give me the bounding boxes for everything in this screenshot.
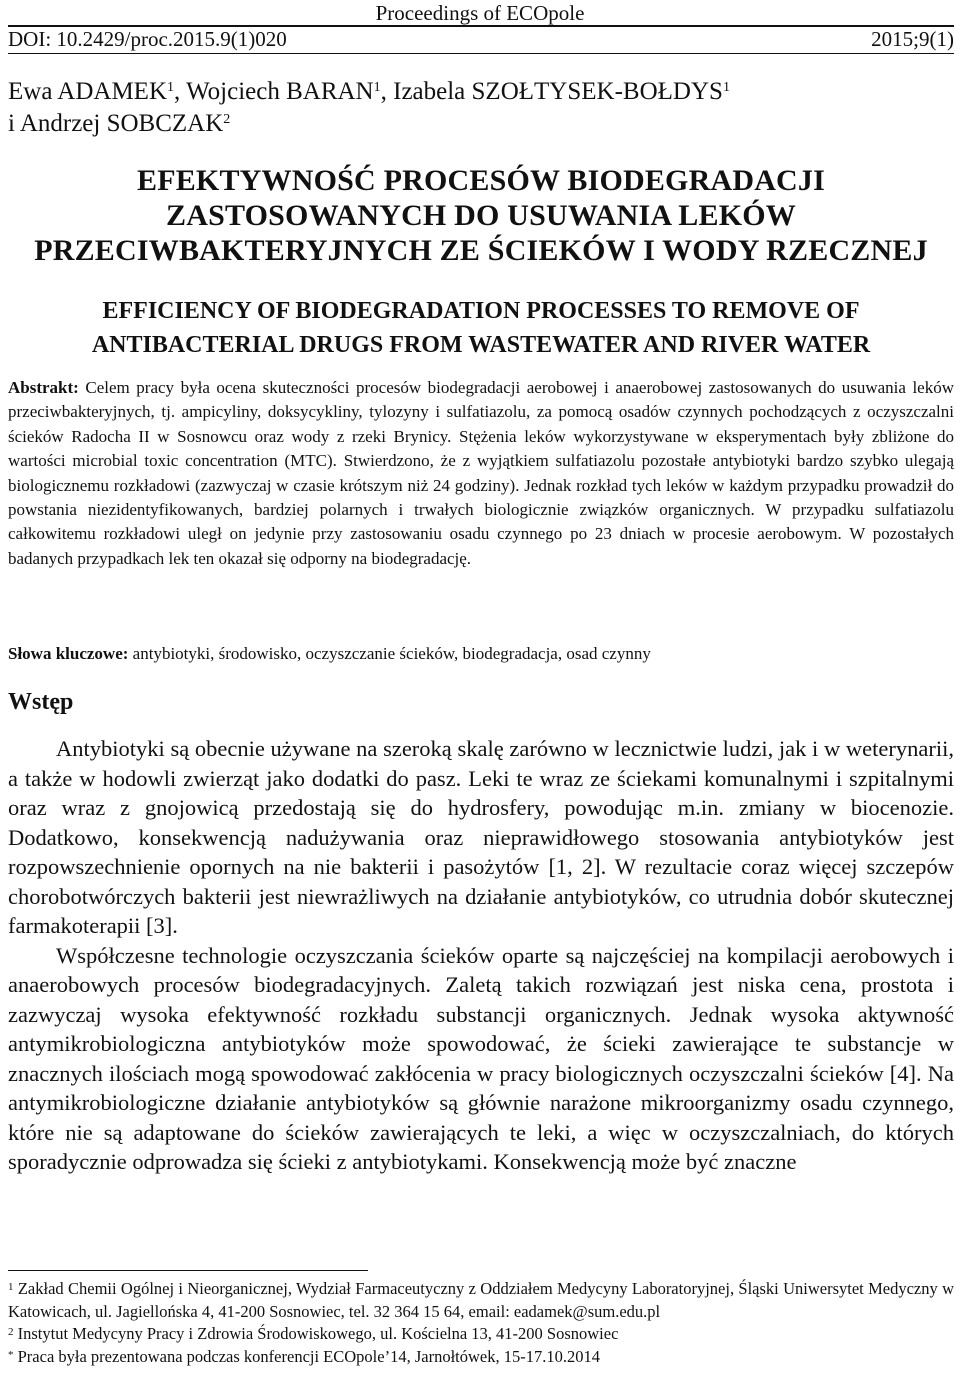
author: Ewa ADAMEK [8, 78, 168, 105]
keywords [8, 642, 954, 666]
keywords-label: Słowa kluczowe: [8, 644, 129, 663]
author: Wojciech BARAN [186, 78, 374, 105]
paragraph: Antybiotyki są obecnie używane na szeroką skalę zarówno w lecznictwie ludzi, jak i w weterynarii, a także w hodowli zwierząt jako dodatki do pasz. Leki te wraz ze ściekami komunalnymi i szpitalnymi oraz wraz z gnojowicą przedostają się do hydrosfery, powodując m.in. zmiany w biocenozie. Dodatkowo, konsekwencją nadużywania oraz nieprawidłowego stosowania antybiotyków jest rozpowszechnienie opornych na nie bakterii i pasożytów [1, 2]. W rezultacie coraz więcej szczepów chorobotwórczych bakterii jest niewrażliwych na działanie antybiotyków, co utrudnia dobór skutecznej farmakoterapii [3]. [8, 736, 954, 938]
footnote-text: Zakład Chemii Ogólnej i Nieorganicznej, Wydział Farmaceutyczny z Oddziałem Medycyny Laboratoryjnej, Śląski Uniwersytet Medyczny w Katowicach, ul. Jagiellońska 4, 41-200 Sosnowiec, tel. 32 364 15 64, email: eadamek@sum.edu.pl [8, 1279, 954, 1321]
author-line-1 [8, 76, 954, 108]
author-list [8, 76, 954, 140]
footnote-mark: 1 [8, 1281, 14, 1293]
section-heading: Wstęp [8, 689, 74, 715]
paragraph: Współczesne technologie oczyszczania ścieków oparte są najczęściej na kompilacji aerobowych i anaerobowych procesów biodegradacyjnych. Zaletą takich rozwiązań jest niska cena, prostota i zazwyczaj wysoka efektywność rozkładu substancji organicznych. Jednak wysoka aktywność antymikrobiologiczna antybiotyków może spowodować, że ścieki zawierające te substancje w znacznych ilościach mogą spowodować zakłócenia w pracy biologicznych oczyszczalni ścieków [4]. Na antymikrobiologiczne działanie antybiotyków są głównie narażone mikroorganizmy osadu czynnego, które nie są adaptowane do ścieków zawierających te leki, a więc w oczyszczalniach, do których sporadycznie odprowadza się ścieki z antybiotykami. Konsekwencją może być znaczne [8, 942, 954, 1174]
footnote [8, 1346, 954, 1369]
author-affiliation-mark: 1 [373, 80, 381, 95]
author-affiliation-mark: 1 [167, 80, 175, 95]
header-underline [8, 53, 954, 54]
title-english: EFFICIENCY OF BIODEGRADATION PROCESSES TO REMOVE OF ANTIBACTERIAL DRUGS FROM WASTEWATER AND RIVER WATER [91, 298, 871, 358]
footnote [8, 1278, 954, 1323]
footnotes [8, 1278, 954, 1368]
footnote-text: Instytut Medycyny Pracy i Zdrowia Środowiskowego, ul. Kościelna 13, 41-200 Sosnowiec [17, 1324, 619, 1343]
footnote-mark: * [8, 1348, 14, 1361]
journal-name: Proceedings of ECOpole [375, 1, 585, 25]
author-affiliation-mark: 1 [722, 80, 730, 95]
author-line-2 [8, 108, 954, 140]
author-affiliation-mark: 2 [223, 112, 231, 127]
doi: DOI: 10.2429/proc.2015.9(1)020 [8, 27, 287, 51]
abstract-label: Abstrakt: [8, 378, 79, 397]
footnote-text: Praca była prezentowana podczas konferencji ECOpole’14, Jarnołtówek, 15-17.10.2014 [17, 1346, 600, 1366]
footnote [8, 1323, 954, 1346]
title-polish: EFEKTYWNOŚĆ PROCESÓW BIODEGRADACJI ZASTOSOWANYCH DO USUWANIA LEKÓW PRZECIWBAKTERYJNYCH ZE ŚCIEKÓW I WODY RZECZNEJ [34, 164, 928, 267]
author: i Andrzej SOBCZAK [8, 110, 224, 137]
keywords-text: antybiotyki, środowisko, oczyszczanie ścieków, biodegradacja, osad czynny [132, 644, 651, 663]
volume: 2015;9(1) [871, 27, 954, 51]
author-separator: , [174, 78, 187, 105]
author: Izabela SZOŁTYSEK-BOŁDYS [393, 78, 723, 105]
author-separator: , [380, 78, 394, 105]
body-text [8, 734, 954, 1177]
footnote-rule [8, 1270, 368, 1271]
abstract [8, 376, 954, 571]
header-row [8, 26, 954, 52]
abstract-text: Celem pracy była ocena skuteczności procesów biodegradacji aerobowej i anaerobowej zastosowanych do usuwania leków przeciwbakteryjnych, tj. ampicyliny, doksycykliny, tylozyny i sulfatiazolu, za pomocą osadów czynnych pochodzących z oczyszczalni ścieków Radocha II w Sosnowcu oraz wody z rzeki Brynicy. Stężenia leków wykorzystywane w eksperymentach były zbliżone do wartości microbial toxic concentration (MTC). Stwierdzono, że z wyjątkiem sulfatiazolu pozostałe antybiotyki bardzo szybko ulegają biologicznemu rozkładowi (zazwyczaj w czasie krótszym niż 24 godziny). Jednak rozkład tych leków w każdym przypadku prowadził do powstania niezidentyfikowanych, bardziej polarnych i trwałych biologicznie związków organicznych. W przypadku sulfatiazolu całkowitemu rozkładowi uległ on jedynie przy zastosowaniu osadu czynnego po 23 dniach w procesie aerobowym. W pozostałych badanych przypadkach lek ten okazał się odporny na biodegradację. [8, 378, 955, 568]
footnote-mark: 2 [8, 1326, 14, 1338]
